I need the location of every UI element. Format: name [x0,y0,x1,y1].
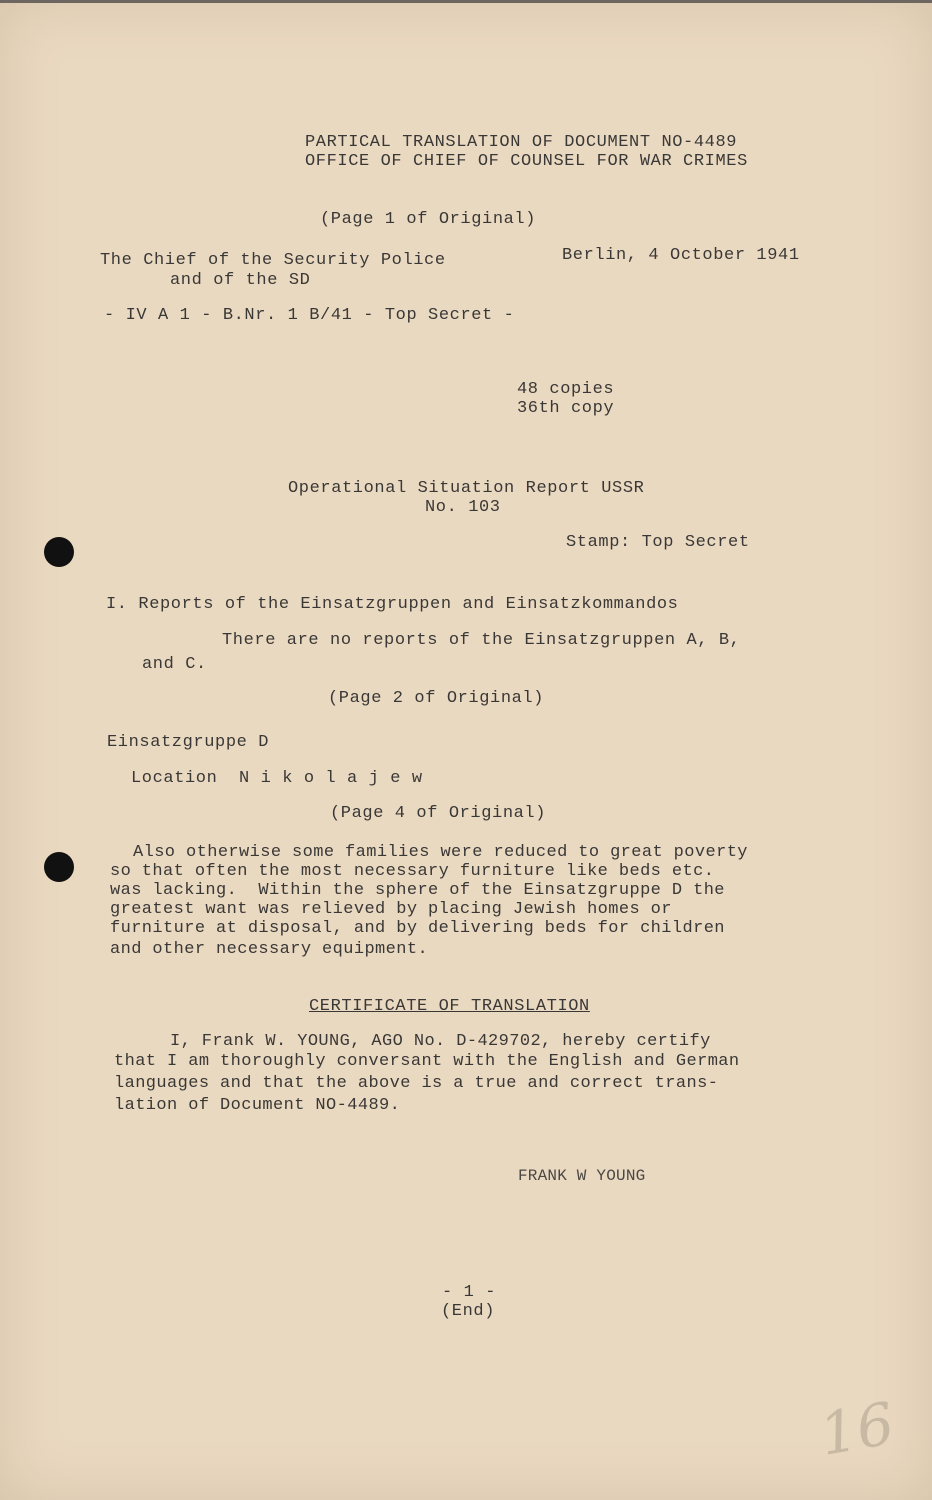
punch-hole [44,537,74,567]
stamp-note: Stamp: Top Secret [566,533,750,552]
certificate-line-3: languages and that the above is a true and correct trans- [114,1074,719,1093]
sender-line-2: and of the SD [170,271,311,290]
translator-signature: FRANK W YOUNG [518,1167,646,1185]
place-date: Berlin, 4 October 1941 [562,246,800,265]
header-line-1: PARTICAL TRANSLATION OF DOCUMENT NO-4489 [305,133,738,152]
body-line-5: furniture at disposal, and by delivering beds for children [110,919,725,938]
copies-total: 48 copies [517,380,615,399]
body-line-3: was lacking. Within the sphere of the Einsatzgruppe D the [110,881,725,900]
report-title-line-1: Operational Situation Report USSR [288,479,645,498]
body-line-1: Also otherwise some families were reduced to great poverty [133,843,748,862]
punch-hole [44,852,74,882]
section-1-heading: I. Reports of the Einsatzgruppen and Einsatzkommandos [106,595,679,614]
copy-number: 36th copy [517,399,615,418]
certificate-line-4: lation of Document NO-4489. [114,1096,401,1115]
end-marker: (End) [441,1302,496,1321]
page-marker-2: (Page 2 of Original) [328,689,545,708]
section-1-line-1: There are no reports of the Einsatzgruppen A, B, [222,631,741,650]
top-edge-line [0,0,932,3]
location-line: Location N i k o l a j e w [131,769,423,788]
sender-line-1: The Chief of the Security Police [100,251,446,270]
body-line-6: and other necessary equipment. [110,940,429,959]
reference-line: - IV A 1 - B.Nr. 1 B/41 - Top Secret - [104,306,515,325]
certificate-line-1: I, Frank W. YOUNG, AGO No. D-429702, hereby certify [170,1032,711,1051]
header-line-2: OFFICE OF CHIEF OF COUNSEL FOR WAR CRIMES [305,152,748,171]
einsatzgruppe-d: Einsatzgruppe D [107,733,270,752]
section-1-line-2: and C. [142,655,207,674]
page-marker-1: (Page 1 of Original) [320,210,537,229]
handwritten-page-number: 16 [814,1389,900,1469]
body-line-2: so that often the most necessary furniture like beds etc. [110,862,715,881]
body-line-4: greatest want was relieved by placing Jewish homes or [110,900,672,919]
certificate-heading: CERTIFICATE OF TRANSLATION [309,997,590,1016]
certificate-line-2: that I am thoroughly conversant with the English and German [114,1052,740,1071]
page-marker-4: (Page 4 of Original) [330,804,547,823]
page-number: - 1 - [442,1283,497,1302]
report-title-line-2: No. 103 [425,498,501,517]
